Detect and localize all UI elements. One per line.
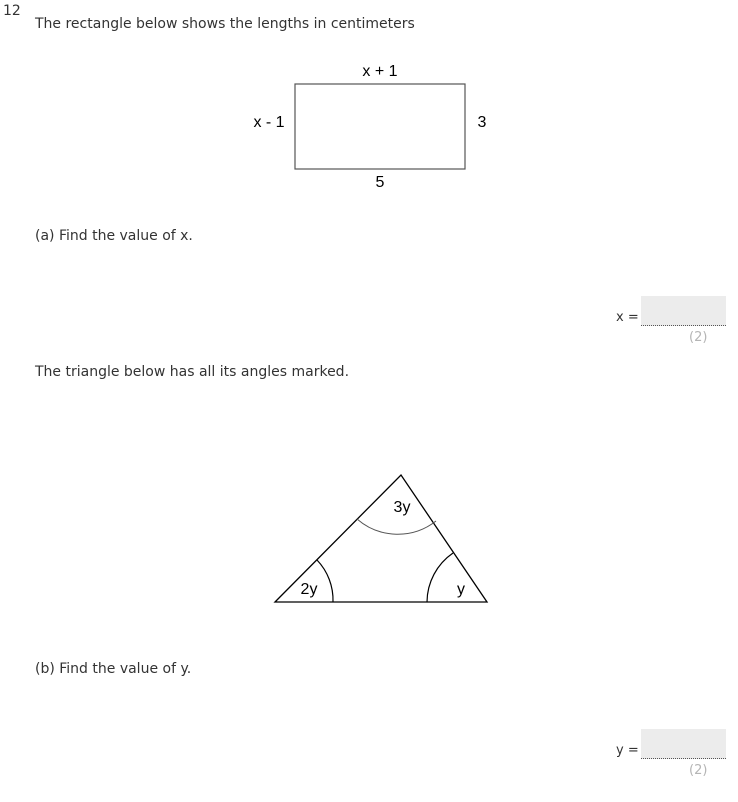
left-angle-arc	[317, 560, 333, 602]
rectangle-left-label: x - 1	[253, 114, 285, 131]
rectangle-figure	[240, 55, 500, 195]
part-a-prompt: (a) Find the value of x.	[35, 228, 193, 244]
right-angle-arc	[427, 553, 453, 602]
part-a-marks: (2)	[689, 330, 708, 345]
y-answer-input[interactable]	[641, 729, 726, 759]
part-b-prompt: (b) Find the value of y.	[35, 661, 192, 677]
rectangle-bottom-label: 5	[375, 174, 385, 191]
y-answer-label: y =	[616, 743, 639, 758]
top-angle-arc	[357, 519, 436, 534]
x-answer-label: x =	[616, 310, 639, 325]
triangle-intro: The triangle below has all its angles marked.	[35, 364, 350, 380]
question-intro: The rectangle below shows the lengths in centimeters	[35, 16, 415, 32]
left-angle-label: 2y	[300, 581, 318, 598]
rectangle-top-label: x + 1	[362, 63, 398, 80]
x-answer-input[interactable]	[641, 296, 726, 326]
part-b-marks: (2)	[689, 763, 708, 778]
question-number: 12	[3, 3, 21, 19]
triangle-figure	[265, 465, 495, 610]
right-angle-label: y	[457, 581, 465, 598]
rectangle-right-label: 3	[477, 114, 487, 131]
top-angle-label: 3y	[393, 499, 411, 516]
rectangle-shape	[295, 84, 465, 169]
